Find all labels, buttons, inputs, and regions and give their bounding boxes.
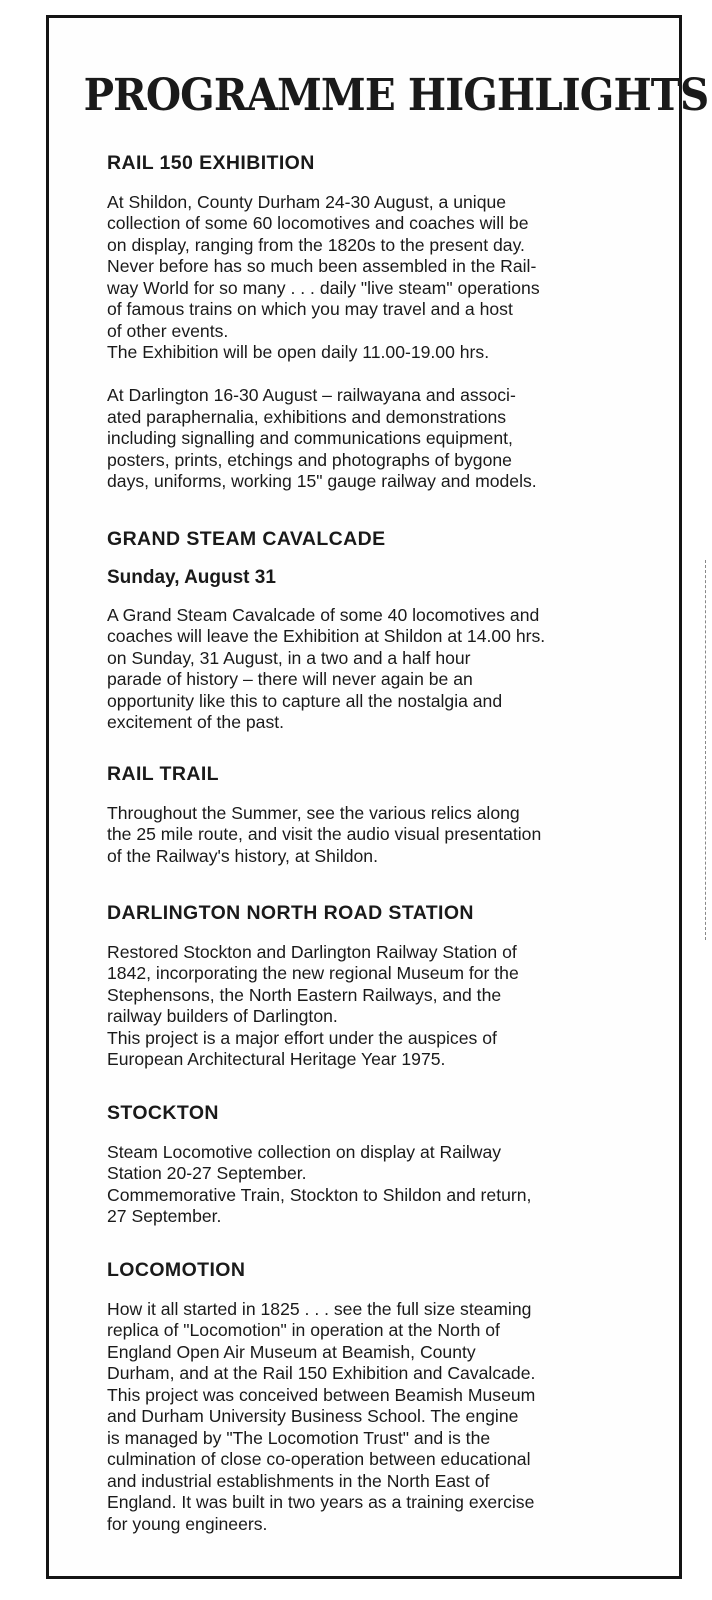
text-line: This project is a major effort under the auspices of [107,1027,497,1048]
text-line: replica of "Locomotion" in operation at the North of [107,1320,500,1340]
paragraph-gap [107,364,627,386]
text-line: parade of history – there will never again be an [107,669,473,689]
text-line: A Grand Steam Cavalcade of some 40 locomotives and [107,604,540,625]
section-darlington-north-road-station [107,904,627,1071]
text-line: Throughout the Summer, see the various relics along [107,802,520,823]
text-line: 27 September. [107,1206,222,1226]
section-heading: RAIL 150 EXHIBITION [107,152,315,174]
text-line: culmination of close co-operation between educational [107,1449,531,1469]
text-line: Durham, and at the Rail 150 Exhibition and Cavalcade. [107,1363,536,1383]
text-line: on display, ranging from the 1820s to the present day. [107,234,525,255]
text-line: way World for so many . . . daily "live steam" operations [107,277,540,298]
text-line: coaches will leave the Exhibition at Shildon at 14.00 hrs. [107,626,546,646]
text-line: is managed by "The Locomotion Trust" and is the [107,1427,491,1448]
section-grand-steam-cavalcade [107,530,627,734]
section-rail-150-exhibition [107,154,627,493]
text-line: The Exhibition will be open daily 11.00-19.00 hrs. [107,342,490,362]
page-title: PROGRAMME HIGHLIGHTS [83,70,709,121]
text-line: At Darlington 16-30 August – railwayana and associ- [107,385,516,405]
text-line: Stephensons, the North Eastern Railways, and the [107,984,502,1005]
text-line: railway builders of Darlington. [107,1006,338,1026]
text-line: How it all started in 1825 . . . see the full size steaming [107,1298,532,1319]
text-line: European Architectural Heritage Year 1975. [107,1049,446,1069]
paragraph [107,1299,627,1536]
paragraph [107,942,627,1071]
text-line: Restored Stockton and Darlington Railway Station of [107,941,517,962]
text-line: and industrial establishments in the North East of [107,1470,490,1491]
text-line: of the Railway's history, at Shildon. [107,845,378,866]
text-line: excitement of the past. [107,712,285,732]
text-line: Commemorative Train, Stockton to Shildon and return, [107,1184,532,1205]
section-rail-trail [107,765,627,867]
paragraph [107,803,627,868]
text-line: ated paraphernalia, exhibitions and demonstrations [107,406,507,427]
text-line: England Open Air Museum at Beamish, County [107,1341,476,1362]
text-line: This project was conceived between Beamish Museum [107,1384,536,1405]
edge-mark [705,560,708,940]
section-heading: RAIL TRAIL [107,763,219,785]
section-locomotion [107,1261,627,1535]
paragraph [107,1142,627,1228]
text-line: England. It was built in two years as a training exercise [107,1492,535,1512]
text-line: Never before has so much been assembled in the Rail- [107,256,537,276]
text-line: of famous trains on which you may travel and a host [107,299,513,319]
text-line: on Sunday, 31 August, in a two and a half hour [107,647,471,668]
text-line: days, uniforms, working 15" gauge railway and models. [107,471,537,491]
section-heading: DARLINGTON NORTH ROAD STATION [107,902,474,924]
section-heading: LOCOMOTION [107,1259,246,1281]
paragraph [107,385,627,493]
text-line: At Shildon, County Durham 24-30 August, a unique [107,191,507,212]
text-line: for young engineers. [107,1513,268,1534]
text-line: Steam Locomotive collection on display at Railway [107,1141,502,1162]
text-line: 1842, incorporating the new regional Museum for the [107,963,519,983]
text-line: including signalling and communications equipment, [107,428,513,448]
paragraph [107,605,627,734]
section-heading: GRAND STEAM CAVALCADE [107,528,386,550]
section-stockton [107,1104,627,1228]
text-line: the 25 mile route, and visit the audio visual presentation [107,824,542,844]
text-line: and Durham University Business School. The engine [107,1406,519,1426]
section-subheading: Sunday, August 31 [107,566,276,588]
text-line: collection of some 60 locomotives and coaches will be [107,213,529,233]
text-line: Station 20-27 September. [107,1163,307,1183]
section-heading: STOCKTON [107,1102,219,1124]
text-line: opportunity like this to capture all the nostalgia and [107,690,503,711]
text-line: of other events. [107,320,229,341]
paragraph [107,192,627,364]
text-line: posters, prints, etchings and photographs of bygone [107,449,512,470]
